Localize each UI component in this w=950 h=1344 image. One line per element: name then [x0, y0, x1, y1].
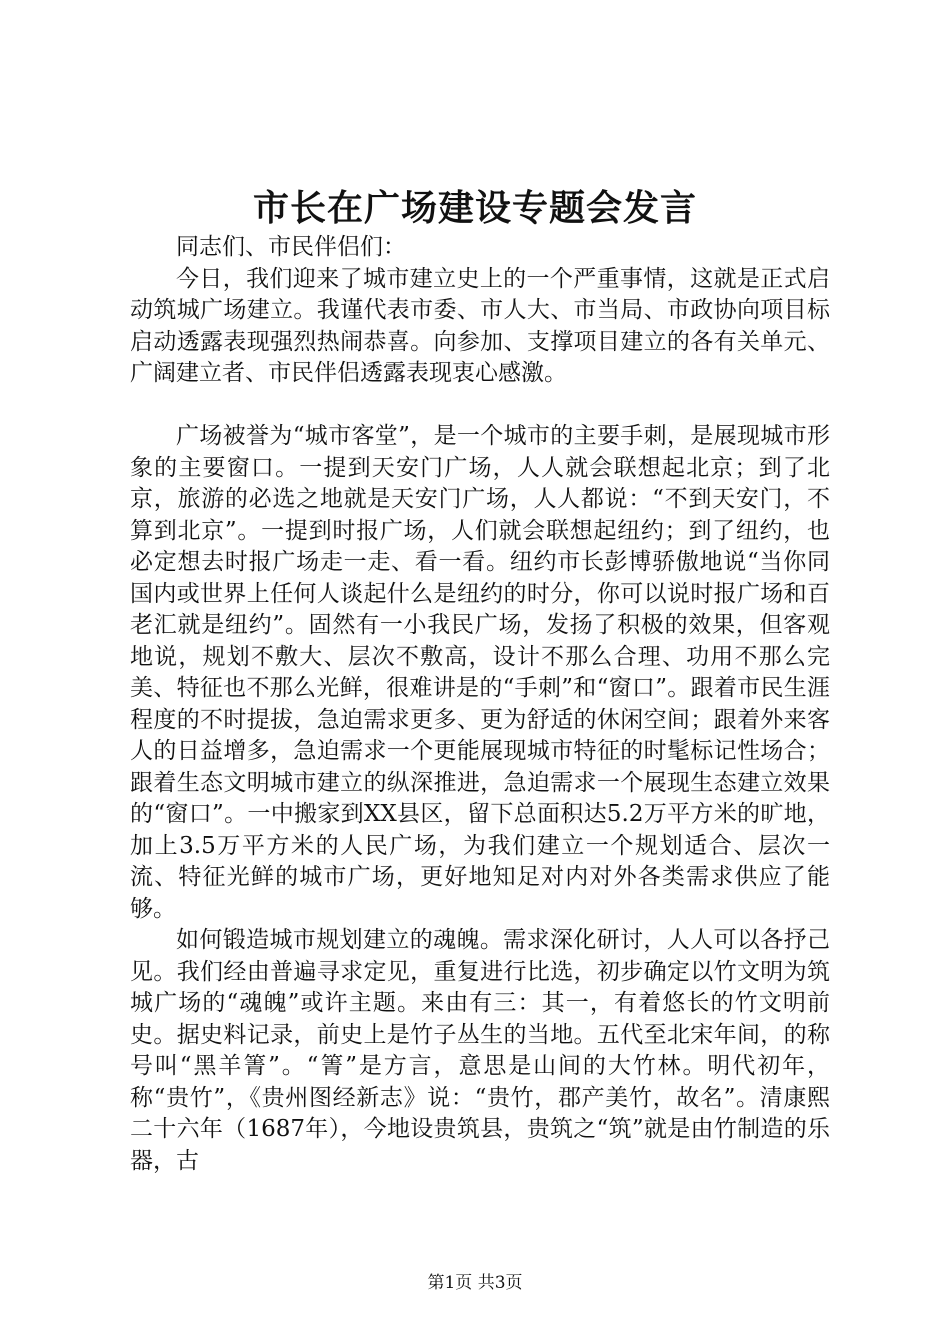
page-number-footer: 第1页 共3页: [427, 1273, 523, 1293]
paragraph-3: 如何锻造城市规划建立的魂魄。需求深化研讨，人人可以各抒己见。我们经由普遍寻求定见，重复进行比选，初步确定以竹文明为筑城广场的“魂魄”或许主题。来由有三：其一，有着悠长的竹文明前史。据史料记录，前史上是竹子丛生的当地。五代至北宋年间，的称号叫“黑羊箐”。“箐”是方言，意思是山间的大竹林。明代初年，称“贵竹”，《贵州图经新志》说：“贵竹，郡产美竹，故名”。清康熙二十六年（1687年），今地设贵筑县，贵筑之“筑”就是由竹制造的乐器，古: [130, 927, 830, 1174]
paragraph-2: 广场被誉为“城市客堂”，是一个城市的主要手刺，是展现城市形象的主要窗口。一提到天安门广场，人人就会联想起北京；到了北京，旅游的必选之地就是天安门广场，人人都说：“不到天安门，不算到北京”。一提到时报广场，人们就会联想起纽约；到了纽约，也必定想去时报广场走一走、看一看。纽约市长彭博骄傲地说“当你同国内或世界上任何人谈起什么是纽约的时分，你可以说时报广场和百老汇就是纽约”。固然有一小我民广场，发扬了积极的效果，但客观地说，规划不敷大、层次不敷高，设计不那么合理、功用不那么完美、特征也不那么光鲜，很难讲是的“手刺”和“窗口”。跟着市民生涯程度的不时提拔，急迫需求更多、更为舒适的休闲空间；跟着外来客人的日益增多，急迫需求一个更能展现城市特征的时髦标记性场合；跟着生态文明城市建立的纵深推进，急迫需求一个展现生态建立效果的“窗口”。一中搬家到XX县区，留下总面积达5.2万平方米的旷地，加上3.5万平方米的人民广场，为我们建立一个规划适合、层次一流、特征光鲜的城市广场，更好地知足对内对外各类需求供应了能够。: [130, 423, 830, 922]
greeting-line: 同志们、市民伴侣们：: [176, 234, 406, 260]
paragraph-1: 今日，我们迎来了城市建立史上的一个严重事情，这就是正式启动筑城广场建立。我谨代表市委、市人大、市当局、市政协向项目标启动透露表现强烈热闹恭喜。向参加、支撑项目建立的各有关单元、广阔建立者、市民伴侣透露表现衷心感激。: [130, 265, 830, 386]
page-title: 市长在广场建设专题会发言: [252, 187, 697, 229]
document-body: [130, 232, 830, 1177]
